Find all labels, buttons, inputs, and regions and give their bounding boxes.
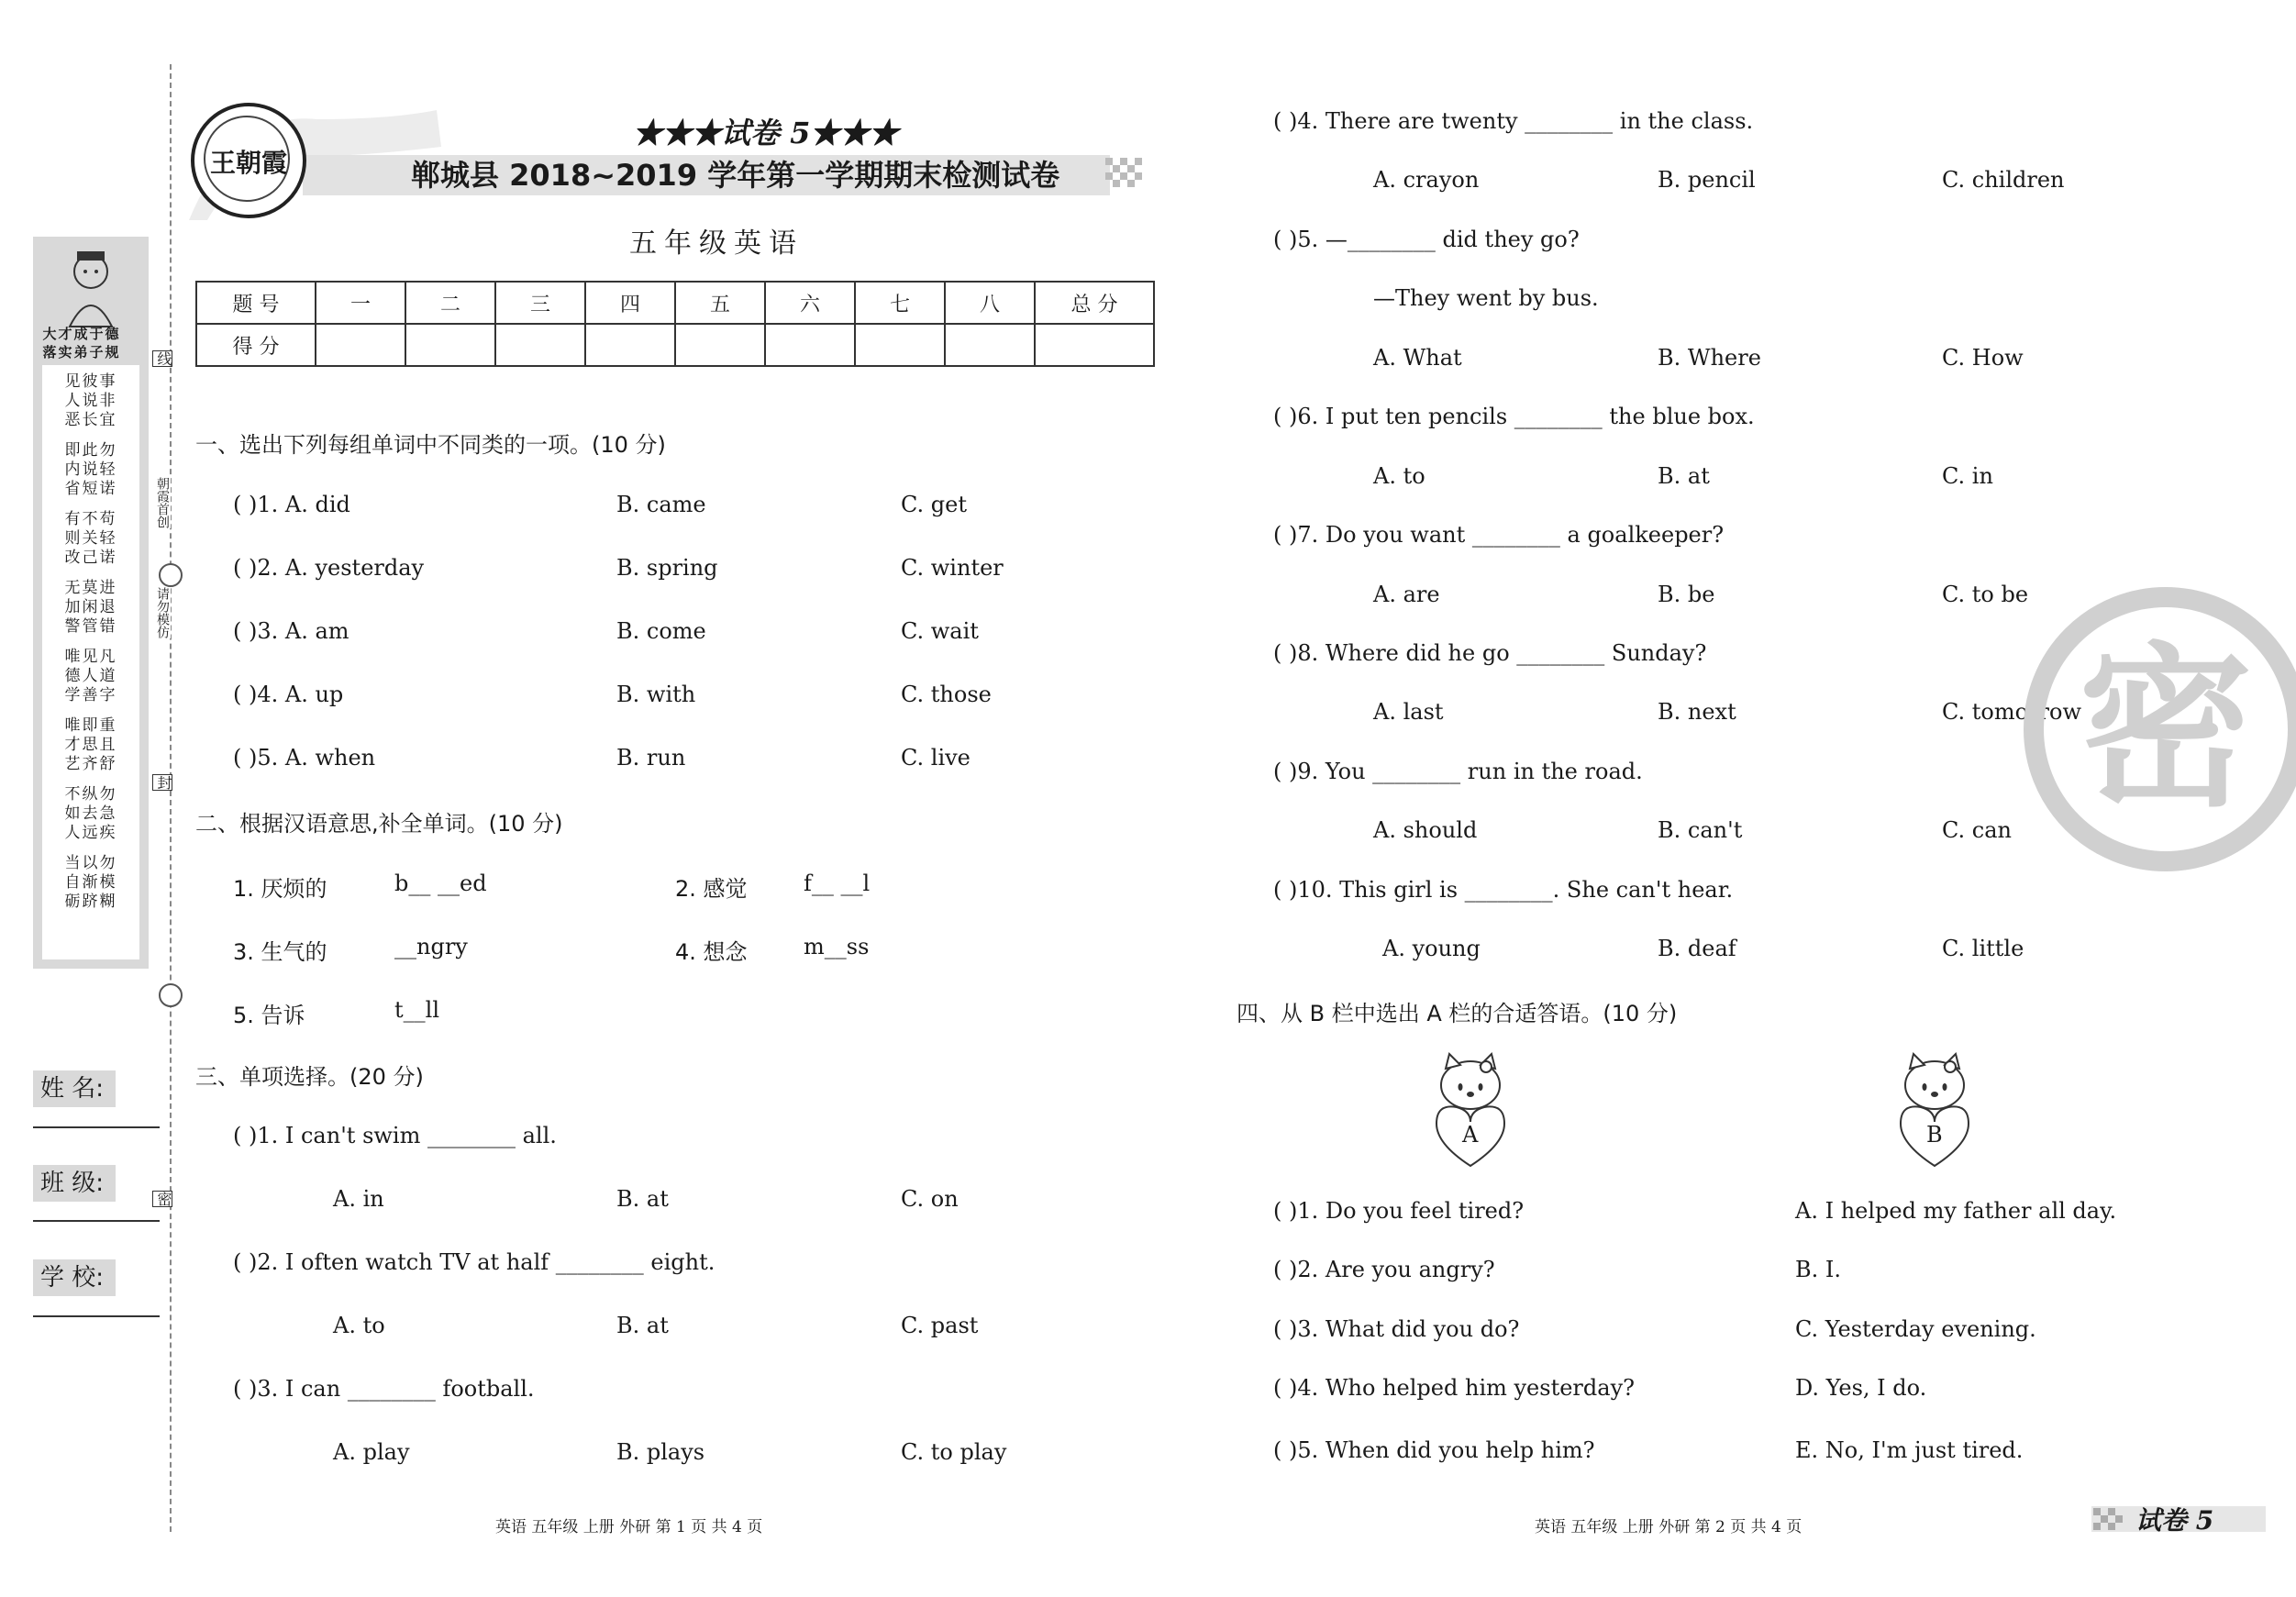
binding-note-2: 请勿模仿 xyxy=(152,587,171,638)
s3-q8-b: B. next xyxy=(1658,699,1736,725)
s2-q3-en: __ngry xyxy=(394,934,468,959)
motto-line: 见彼事 xyxy=(64,372,117,391)
binding-dense-label: 密 xyxy=(152,1191,172,1207)
s2-q1-cn: 1. 厌烦的 xyxy=(233,876,327,902)
s3-q7-c: C. to be xyxy=(1942,582,2029,607)
s3-q1-c: C. on xyxy=(901,1186,959,1212)
s3-q9-c: C. can xyxy=(1942,817,2012,843)
score-header-cell: 总 分 xyxy=(1035,282,1154,324)
s3-q7-b: B. be xyxy=(1658,582,1715,607)
s2-q2-en: f__ __l xyxy=(804,871,871,896)
binding-note-1: 朝霞首创 xyxy=(152,477,171,528)
motto-title-line-1: 大才成于德 xyxy=(42,326,121,342)
s3-q2-a: A. to xyxy=(333,1313,385,1338)
s1-q1-b: B. came xyxy=(616,492,706,517)
score-cell[interactable] xyxy=(945,324,1035,366)
s4-q3: ( )3. What did you do? xyxy=(1273,1316,1520,1342)
s1-q3-b: B. come xyxy=(616,618,706,644)
s1-q3: ( )3. A. am xyxy=(233,618,349,644)
s1-q3-c: C. wait xyxy=(901,618,979,644)
footer-checker-icon xyxy=(2093,1508,2126,1532)
s4-q2: ( )2. Are you angry? xyxy=(1273,1257,1495,1282)
footer-paper-tag: 试卷 5 xyxy=(2135,1505,2214,1536)
motto-line: 学善字 xyxy=(64,686,117,704)
score-row-label: 得 分 xyxy=(196,324,316,366)
s1-q1-c: C. get xyxy=(901,492,967,517)
motto-line: 即此勿 xyxy=(64,441,117,460)
s1-q4-b: B. with xyxy=(616,682,696,707)
school-label: 学 校: xyxy=(33,1259,116,1296)
footer-right: 英语 五年级 上册 外研 第 2 页 共 4 页 xyxy=(1535,1518,1802,1536)
s3-q3-b: B. plays xyxy=(616,1439,705,1465)
s3-q10-a: A. young xyxy=(1382,936,1481,961)
s2-q1-en: b__ __ed xyxy=(394,871,487,896)
score-header-cell: 二 xyxy=(405,282,495,324)
binding-seal-label: 封 xyxy=(152,774,172,791)
score-header-cell: 四 xyxy=(585,282,675,324)
score-table-header-row xyxy=(196,282,1154,324)
s3-q5-b: B. Where xyxy=(1658,345,1761,371)
score-cell[interactable] xyxy=(675,324,765,366)
motto-line: 如去急 xyxy=(64,804,117,823)
s4-ans-d: D. Yes, I do. xyxy=(1795,1375,1927,1401)
score-table xyxy=(195,281,1155,367)
motto-line: 自渐模 xyxy=(64,873,117,892)
s3-q3-a: A. play xyxy=(333,1439,410,1465)
s1-q1: ( )1. A. did xyxy=(233,492,350,517)
s3-q4-c: C. children xyxy=(1942,167,2065,193)
s1-q2-c: C. winter xyxy=(901,555,1004,581)
score-header-cell: 三 xyxy=(495,282,585,324)
motto-line: 唯即重 xyxy=(64,716,117,735)
s3-q6-c: C. in xyxy=(1942,463,1993,489)
s2-q5-cn: 5. 告诉 xyxy=(233,1003,305,1028)
section3-heading: 三、单项选择。(20 分) xyxy=(195,1064,424,1090)
s3-q8-a: A. last xyxy=(1373,699,1444,725)
s3-q5: ( )5. —________ did they go? xyxy=(1273,227,1580,252)
footer-left: 英语 五年级 上册 外研 第 1 页 共 4 页 xyxy=(495,1518,763,1536)
school-field[interactable] xyxy=(33,1315,160,1317)
confidential-stamp xyxy=(2024,587,2296,871)
s3-q6: ( )6. I put ten pencils ________ the blue box. xyxy=(1273,404,1755,429)
s4-q4: ( )4. Who helped him yesterday? xyxy=(1273,1375,1635,1401)
s1-q2: ( )2. A. yesterday xyxy=(233,555,425,581)
score-header-cell: 六 xyxy=(765,282,855,324)
section4-heading: 四、从 B 栏中选出 A 栏的合适答语。(10 分) xyxy=(1237,1001,1678,1026)
s1-q5: ( )5. A. when xyxy=(233,745,376,771)
motto-line: 德人道 xyxy=(64,667,117,685)
motto-line: 恶长宜 xyxy=(64,411,117,429)
s3-q10-b: B. deaf xyxy=(1658,936,1736,961)
score-cell[interactable] xyxy=(765,324,855,366)
score-cell[interactable] xyxy=(316,324,405,366)
banner-checker-icon xyxy=(1105,158,1151,193)
s3-q4-a: A. crayon xyxy=(1373,167,1480,193)
s3-q6-a: A. to xyxy=(1373,463,1425,489)
s3-q5-a: A. What xyxy=(1373,345,1462,371)
s2-q4-cn: 4. 想念 xyxy=(675,939,748,965)
column-a-label: A xyxy=(1462,1122,1479,1148)
s4-q1: ( )1. Do you feel tired? xyxy=(1273,1198,1525,1224)
s3-q7-a: A. are xyxy=(1373,582,1440,607)
motto-line: 艺齐舒 xyxy=(64,755,117,773)
motto-line: 不纵勿 xyxy=(64,785,117,804)
s3-q5-response: —They went by bus. xyxy=(1373,285,1599,311)
s1-q5-b: B. run xyxy=(616,745,686,771)
kitty-heart-a-icon xyxy=(1427,1050,1514,1170)
score-header-cell: 一 xyxy=(316,282,405,324)
score-header-cell: 题 号 xyxy=(196,282,316,324)
motto-title-line-2: 落实弟子规 xyxy=(42,344,121,360)
motto-line: 警管错 xyxy=(64,617,117,636)
s3-q3: ( )3. I can ________ football. xyxy=(233,1376,535,1402)
s4-ans-b: B. I. xyxy=(1795,1257,1842,1282)
s2-q4-en: m__ss xyxy=(804,934,870,959)
motto-line: 当以勿 xyxy=(64,854,117,872)
s4-ans-c: C. Yesterday evening. xyxy=(1795,1316,2036,1342)
motto-title xyxy=(33,325,130,361)
s3-q1-a: A. in xyxy=(333,1186,384,1212)
motto-line: 有不苟 xyxy=(64,510,117,528)
motto-line: 砺跻糊 xyxy=(64,893,117,911)
s3-q10-c: C. little xyxy=(1942,936,2024,961)
motto-line: 人远疾 xyxy=(64,824,117,842)
s3-q2: ( )2. I often watch TV at half ________ eight. xyxy=(233,1249,715,1275)
s3-q6-b: B. at xyxy=(1658,463,1710,489)
s1-q4: ( )4. A. up xyxy=(233,682,344,707)
section1-heading: 一、选出下列每组单词中不同类的一项。(10 分) xyxy=(195,432,666,458)
stamp-char: 密 xyxy=(2078,627,2253,830)
motto-line: 省短诺 xyxy=(64,480,117,498)
logo-name: 王朝霞 xyxy=(209,148,287,178)
motto-line: 才思且 xyxy=(64,736,117,754)
s1-q5-c: C. live xyxy=(901,745,971,771)
score-cell[interactable] xyxy=(585,324,675,366)
s3-q4-b: B. pencil xyxy=(1658,167,1756,193)
s1-q2-b: B. spring xyxy=(616,555,718,581)
score-cell[interactable] xyxy=(1035,324,1154,366)
s3-q10: ( )10. This girl is ________. She can't hear. xyxy=(1273,877,1734,903)
motto-line: 内说轻 xyxy=(64,460,117,479)
name-field[interactable] xyxy=(33,1126,160,1128)
s3-q7: ( )7. Do you want ________ a goalkeeper? xyxy=(1273,522,1725,548)
scholar-figure-icon xyxy=(61,244,121,328)
s2-q3-cn: 3. 生气的 xyxy=(233,939,327,965)
s3-q8: ( )8. Where did he go ________ Sunday? xyxy=(1273,640,1707,666)
s3-q9-b: B. can't xyxy=(1658,817,1743,843)
s3-q9: ( )9. You ________ run in the road. xyxy=(1273,759,1643,784)
class-label: 班 级: xyxy=(33,1165,116,1202)
s3-q3-c: C. to play xyxy=(901,1439,1007,1465)
grade-subject: 五年级英语 xyxy=(629,227,804,260)
motto-sidebar xyxy=(33,237,149,969)
motto-line: 加闲退 xyxy=(64,598,117,616)
score-header-cell: 五 xyxy=(675,282,765,324)
score-cell[interactable] xyxy=(405,324,495,366)
section2-heading: 二、根据汉语意思,补全单词。(10 分) xyxy=(195,811,563,837)
score-table-score-row xyxy=(196,324,1154,366)
s2-q2-cn: 2. 感觉 xyxy=(675,876,748,902)
motto-panel xyxy=(42,365,139,959)
class-field[interactable] xyxy=(33,1220,160,1222)
binding-dashed-line xyxy=(170,64,172,1532)
s3-q2-c: C. past xyxy=(901,1313,979,1338)
s4-q5: ( )5. When did you help him? xyxy=(1273,1437,1595,1463)
binding-line-label: 线 xyxy=(152,350,172,367)
motto-line: 人说非 xyxy=(64,392,117,410)
s3-q2-b: B. at xyxy=(616,1313,669,1338)
s3-q9-a: A. should xyxy=(1373,817,1478,843)
motto-line: 无莫进 xyxy=(64,579,117,597)
binding-hole-icon xyxy=(159,983,183,1007)
score-cell[interactable] xyxy=(855,324,945,366)
motto-line: 则关轻 xyxy=(64,529,117,548)
s3-q1: ( )1. I can't swim ________ all. xyxy=(233,1123,557,1148)
score-cell[interactable] xyxy=(495,324,585,366)
name-label: 姓 名: xyxy=(33,1070,116,1107)
column-b-label: B xyxy=(1926,1122,1943,1148)
s3-q1-b: B. at xyxy=(616,1186,669,1212)
score-header-cell: 七 xyxy=(855,282,945,324)
s4-ans-a: A. I helped my father all day. xyxy=(1795,1198,2117,1224)
binding-hole-icon xyxy=(159,563,183,587)
score-header-cell: 八 xyxy=(945,282,1035,324)
s3-q8-c: C. tomorrow xyxy=(1942,699,2082,725)
motto-text xyxy=(42,372,139,912)
s1-q4-c: C. those xyxy=(901,682,992,707)
paper-tag: ★★★试卷 5★★★ xyxy=(633,116,899,150)
kitty-heart-b-icon xyxy=(1891,1050,1978,1170)
exam-title: 郸城县 2018~2019 学年第一学期期末检测试卷 xyxy=(411,158,1060,193)
motto-line: 唯见凡 xyxy=(64,648,117,666)
s3-q4: ( )4. There are twenty ________ in the class. xyxy=(1273,108,1754,134)
motto-line: 改己诺 xyxy=(64,549,117,567)
s4-ans-e: E. No, I'm just tired. xyxy=(1795,1437,2024,1463)
s2-q5-en: t__ll xyxy=(394,997,439,1023)
brand-logo xyxy=(191,103,306,218)
s3-q5-c: C. How xyxy=(1942,345,2024,371)
